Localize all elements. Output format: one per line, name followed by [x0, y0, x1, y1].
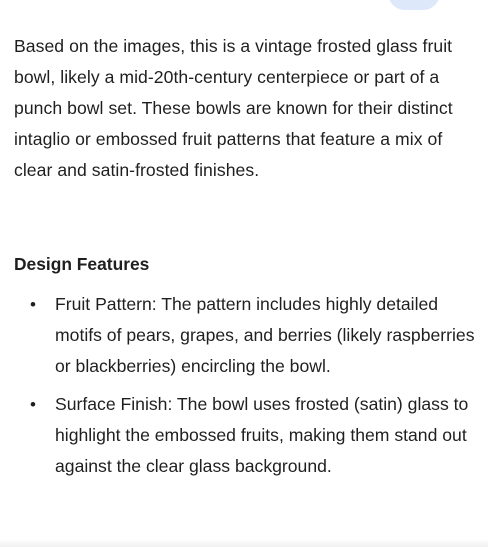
partial-top-button[interactable] — [388, 0, 440, 10]
section-heading: Design Features — [14, 254, 150, 274]
bullet-icon: • — [30, 395, 36, 414]
list-item-text: Surface Finish: The bowl uses frosted (satin) glass to highlight the embossed fruits, making them stand out against the clear glass background. — [55, 394, 469, 476]
bullet-icon: • — [30, 295, 36, 314]
list-item — [14, 389, 476, 482]
list-item-text: Fruit Pattern: The pattern includes highly detailed motifs of pears, grapes, and berries (likely raspberries or blackberries) encircling the bowl. — [55, 294, 475, 376]
feature-list — [14, 289, 476, 489]
response-content — [14, 31, 476, 476]
bottom-fade — [0, 539, 488, 547]
intro-paragraph: Based on the images, this is a vintage frosted glass fruit bowl, likely a mid-20th-century centerpiece or part of a punch bowl set. These bowls are known for their distinct intaglio or embossed fruit patterns that feature a mix of clear and satin-frosted finishes. — [14, 36, 453, 180]
list-item — [14, 289, 476, 382]
